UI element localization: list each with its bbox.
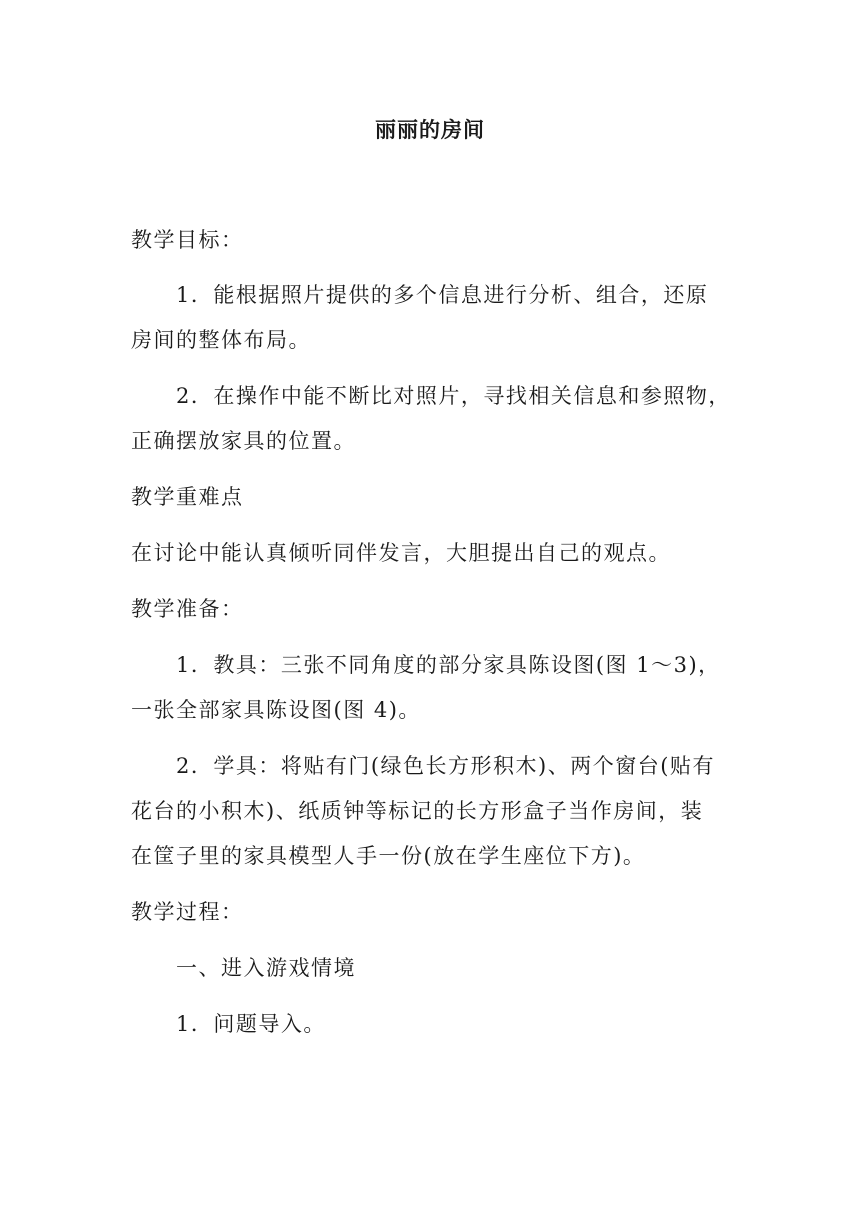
- goal-1-line-2: 房间的整体布局。: [131, 328, 311, 352]
- goal-2-line-1: 2．在操作中能不断比对照片，寻找相关信息和参照物，: [176, 384, 731, 408]
- goal-1-line-1: 1．能根据照片提供的多个信息进行分析、组合，还原: [176, 283, 709, 307]
- preparation-2-line-3: 在筐子里的家具模型人手一份(放在学生座位下方)。: [131, 844, 646, 868]
- key-difficulties-text: 在讨论中能认真倾听同伴发言，大胆提出自己的观点。: [131, 541, 671, 565]
- heading-teaching-goals: 教学目标：: [131, 228, 244, 252]
- heading-key-difficulties: 教学重难点: [131, 485, 244, 509]
- goal-2-line-2: 正确摆放家具的位置。: [131, 429, 356, 453]
- preparation-1-line-2: 一张全部家具陈设图(图 4)。: [131, 698, 421, 722]
- document-title: 丽丽的房间: [375, 118, 485, 142]
- process-section-1: 一、进入游戏情境: [176, 956, 356, 980]
- preparation-1-line-1: 1．教具：三张不同角度的部分家具陈设图(图 1～3)，: [176, 653, 721, 677]
- heading-teaching-preparation: 教学准备：: [131, 597, 244, 621]
- process-step-1: 1．问题导入。: [176, 1012, 326, 1036]
- preparation-2-line-1: 2．学具：将贴有门(绿色长方形积木)、两个窗台(贴有: [176, 754, 715, 778]
- preparation-2-line-2: 花台的小积木)、纸质钟等标记的长方形盒子当作房间，装: [131, 799, 704, 823]
- heading-teaching-process: 教学过程：: [131, 900, 244, 924]
